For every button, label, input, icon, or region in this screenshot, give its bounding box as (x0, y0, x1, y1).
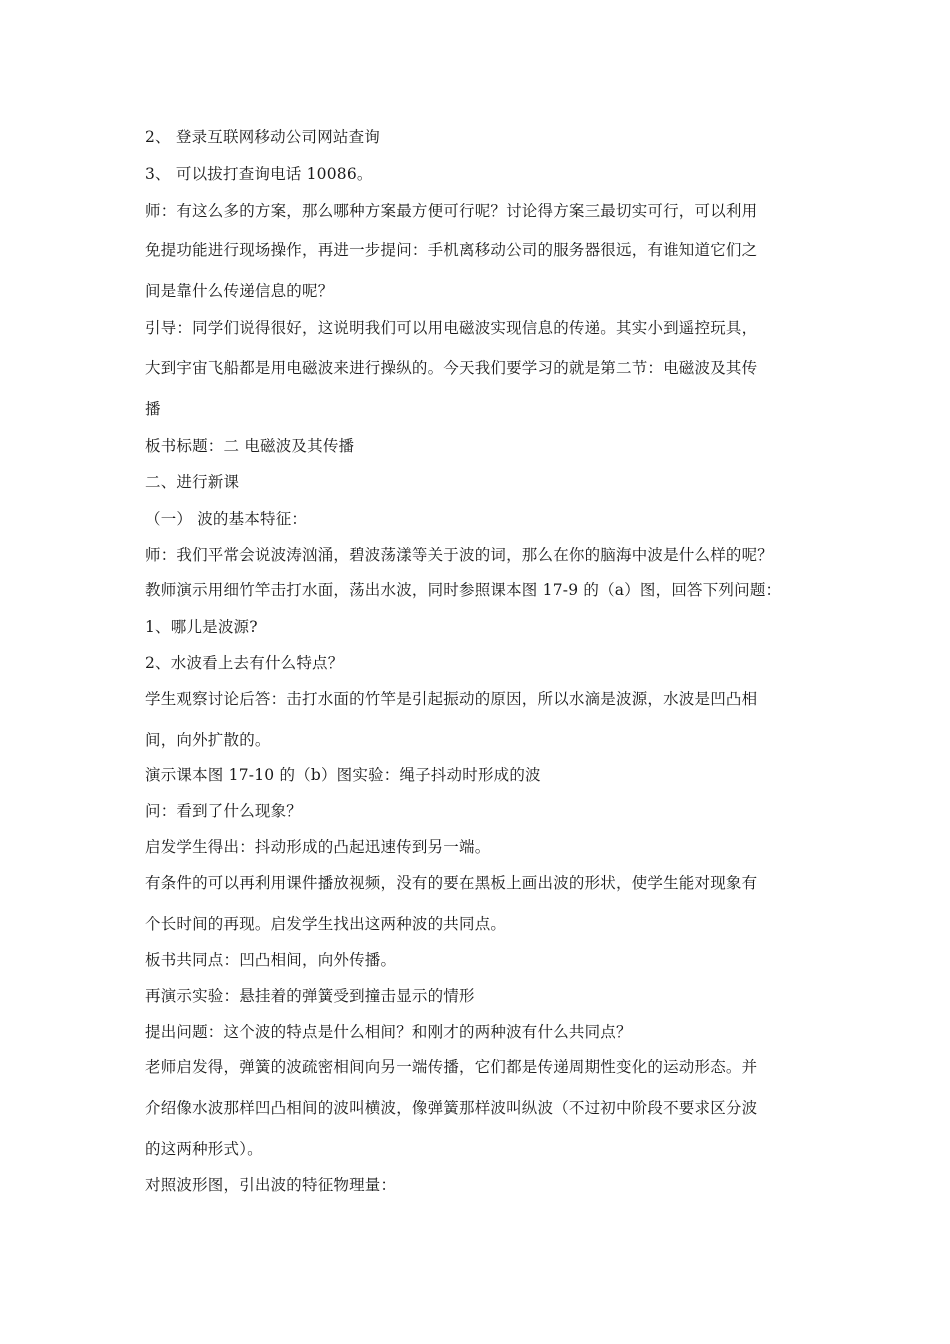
subsection-heading: （一） 波的基本特征： (145, 510, 308, 528)
text-line: 板书共同点：凹凸相间，向外传播。 (145, 951, 397, 969)
text-line: 的这两种形式）。 (145, 1140, 263, 1158)
list-item: 1、哪儿是波源? (145, 618, 258, 636)
text-line: 个长时间的再现。启发学生找出这两种波的共同点。 (145, 915, 507, 933)
section-heading: 板书标题：二 电磁波及其传播 (145, 437, 355, 455)
text-line: 学生观察讨论后答：击打水面的竹竿是引起振动的原因，所以水滴是波源，水波是凹凸相 (145, 690, 758, 708)
text-line: 再演示实验：悬挂着的弹簧受到撞击显示的情形 (145, 987, 475, 1005)
list-item: 2、水波看上去有什么特点？ (145, 654, 344, 672)
text-line: 播 (145, 400, 161, 418)
text-line: 教师演示用细竹竿击打水面，荡出水波，同时参照课本图 17-9 的（a）图，回答下列问题： (145, 581, 782, 599)
text-line: 提出问题：这个波的特点是什么相间？和刚才的两种波有什么共同点？ (145, 1023, 632, 1041)
text-line: 间是靠什么传递信息的呢？ (145, 282, 334, 300)
text-line: 3、 可以拔打查询电话 10086。 (145, 165, 373, 183)
text-line: 启发学生得出：抖动形成的凸起迅速传到另一端。 (145, 838, 491, 856)
text-line: 问：看到了什么现象？ (145, 802, 303, 820)
text-line: 师：有这么多的方案，那么哪种方案最方便可行呢？讨论得方案三最切实可行，可以利用 (145, 202, 758, 220)
text-line: 免提功能进行现场操作，再进一步提问：手机离移动公司的服务器很远，有谁知道它们之 (145, 241, 758, 259)
text-line: 师：我们平常会说波涛汹涌，碧波荡漾等关于波的词，那么在你的脑海中波是什么样的呢？ (145, 546, 774, 564)
text-line: 对照波形图，引出波的特征物理量： (145, 1176, 397, 1194)
section-heading: 二、进行新课 (145, 473, 240, 491)
text-line: 老师启发得，弹簧的波疏密相间向另一端传播，它们都是传递周期性变化的运动形态。并 (145, 1058, 758, 1076)
text-line: 介绍像水波那样凹凸相间的波叫横波，像弹簧那样波叫纵波（不过初中阶段不要求区分波 (145, 1099, 758, 1117)
text-line: 间，向外扩散的。 (145, 731, 271, 749)
text-line: 有条件的可以再利用课件播放视频，没有的要在黑板上画出波的形状，使学生能对现象有 (145, 874, 758, 892)
text-line: 2、 登录互联网移动公司网站查询 (145, 128, 380, 146)
text-line: 演示课本图 17-10 的（b）图实验：绳子抖动时形成的波 (145, 766, 541, 784)
text-line: 引导：同学们说得很好，这说明我们可以用电磁波实现信息的传递。其实小到遥控玩具， (145, 319, 758, 337)
text-line: 大到宇宙飞船都是用电磁波来进行操纵的。今天我们要学习的就是第二节：电磁波及其传 (145, 359, 758, 377)
